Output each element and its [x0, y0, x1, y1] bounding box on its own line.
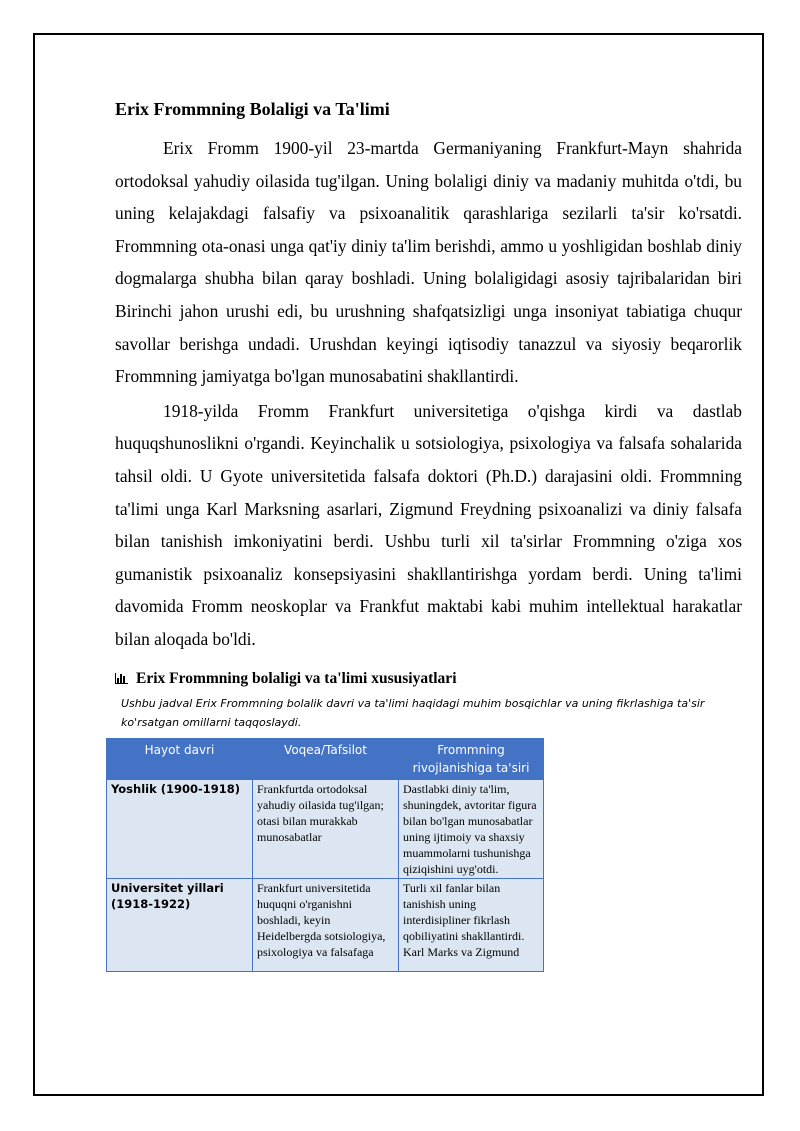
cell-period: Universitet yillari (1918-1922)	[107, 878, 253, 971]
cell-period: Yoshlik (1900-1918)	[107, 779, 253, 878]
table-title: Erix Frommning bolaligi va ta'limi xususiyatlari	[136, 669, 457, 687]
header-rivojlanish-tasiri: Frommning rivojlanishiga ta'siri	[399, 738, 544, 779]
cell-event: Frankfurtda ortodoksal yahudiy oilasida tug'ilgan; otasi bilan murakkab munosabatlar	[253, 779, 399, 878]
table-row	[107, 878, 544, 971]
header-hayot-davri: Hayot davri	[107, 738, 253, 779]
paragraph-education: 1918-yilda Fromm Frankfurt universitetiga o'qishga kirdi va dastlab huquqshunoslikni o'rgandi. Keyinchalik u sotsiologiya, psixologiya va falsafa sohalarida tahsil oldi. U Gyote universitetida falsafa doktori (Ph.D.) darajasini oldi. Frommning ta'limi unga Karl Marksning asarlari, Zigmund Freydning psixoanalizi va diniy falsafa bilan tanishish imkoniyatini berdi. Ushbu turli xil ta'sirlar Frommning o'ziga xos gumanistik psixoanaliz konsepsiyasini shakllantirishga yordam berdi. Uning ta'limi davomida Fromm neoskoplar va Frankfut maktabi kabi muhim intellektual harakatlar bilan aloqada bo'ldi.	[115, 400, 742, 649]
table-row	[107, 779, 544, 878]
table-header-row	[107, 738, 544, 779]
table-heading	[115, 670, 742, 688]
cell-influence: Turli xil fanlar bilan tanishish uning interdisipliner fikrlash qobiliyatini shakllantirdi. Karl Marks va Zigmund	[399, 878, 544, 971]
paragraph-childhood: Erix Fromm 1900-yil 23-martda Germaniyaning Frankfurt-Mayn shahrida ortodoksal yahudiy oilasida tug'ilgan. Uning bolaligi diniy va madaniy muhitda o'tdi, bu uning kelajakdagi falsafiy va psixoanalitik qarashlariga sezilarli ta'sir ko'rsatdi. Frommning ota-onasi unga qat'iy diniy ta'lim berishdi, ammo u yoshligidan boshlab diniy dogmalarga shubha bilan qaray boshladi. Uning bolaligidagi asosiy tajribalaridan biri Birinchi jahon urushi edi, bu urushning shafqatsizligi unga insoniyat tabiatiga chuqur savollar berishga undadi. Urushdan keyingi iqtisodiy tanazzul va siyosiy beqarorlik Frommning jamiyatga bo'lgan munosabatini shakllantirdi.	[115, 138, 742, 387]
document-content	[111, 96, 742, 972]
cell-influence: Dastlabki diniy ta'lim, shuningdek, avtoritar figura bilan bo'lgan munosabatlar uning ijtimoiy va shaxsiy muammolarni tushunishga qiziqishini uyg'otdi.	[399, 779, 544, 878]
bar-chart-icon	[115, 673, 128, 684]
table-caption: Ushbu jadval Erix Frommning bolalik davri va ta'limi haqidagi muhim bosqichlar va uning fikrlashiga ta'sir ko'rsatgan omillarni taqqoslaydi.	[121, 696, 705, 729]
section-heading: Erix Frommning Bolaligi va Ta'limi	[115, 99, 390, 119]
header-voqea-tafsilot: Voqea/Tafsilot	[253, 738, 399, 779]
cell-event: Frankfurt universitetida huquqni o'rganishni boshladi, keyin Heidelbergda sotsiologiya, psixologiya va falsafaga	[253, 878, 399, 971]
comparison-table	[106, 738, 544, 972]
